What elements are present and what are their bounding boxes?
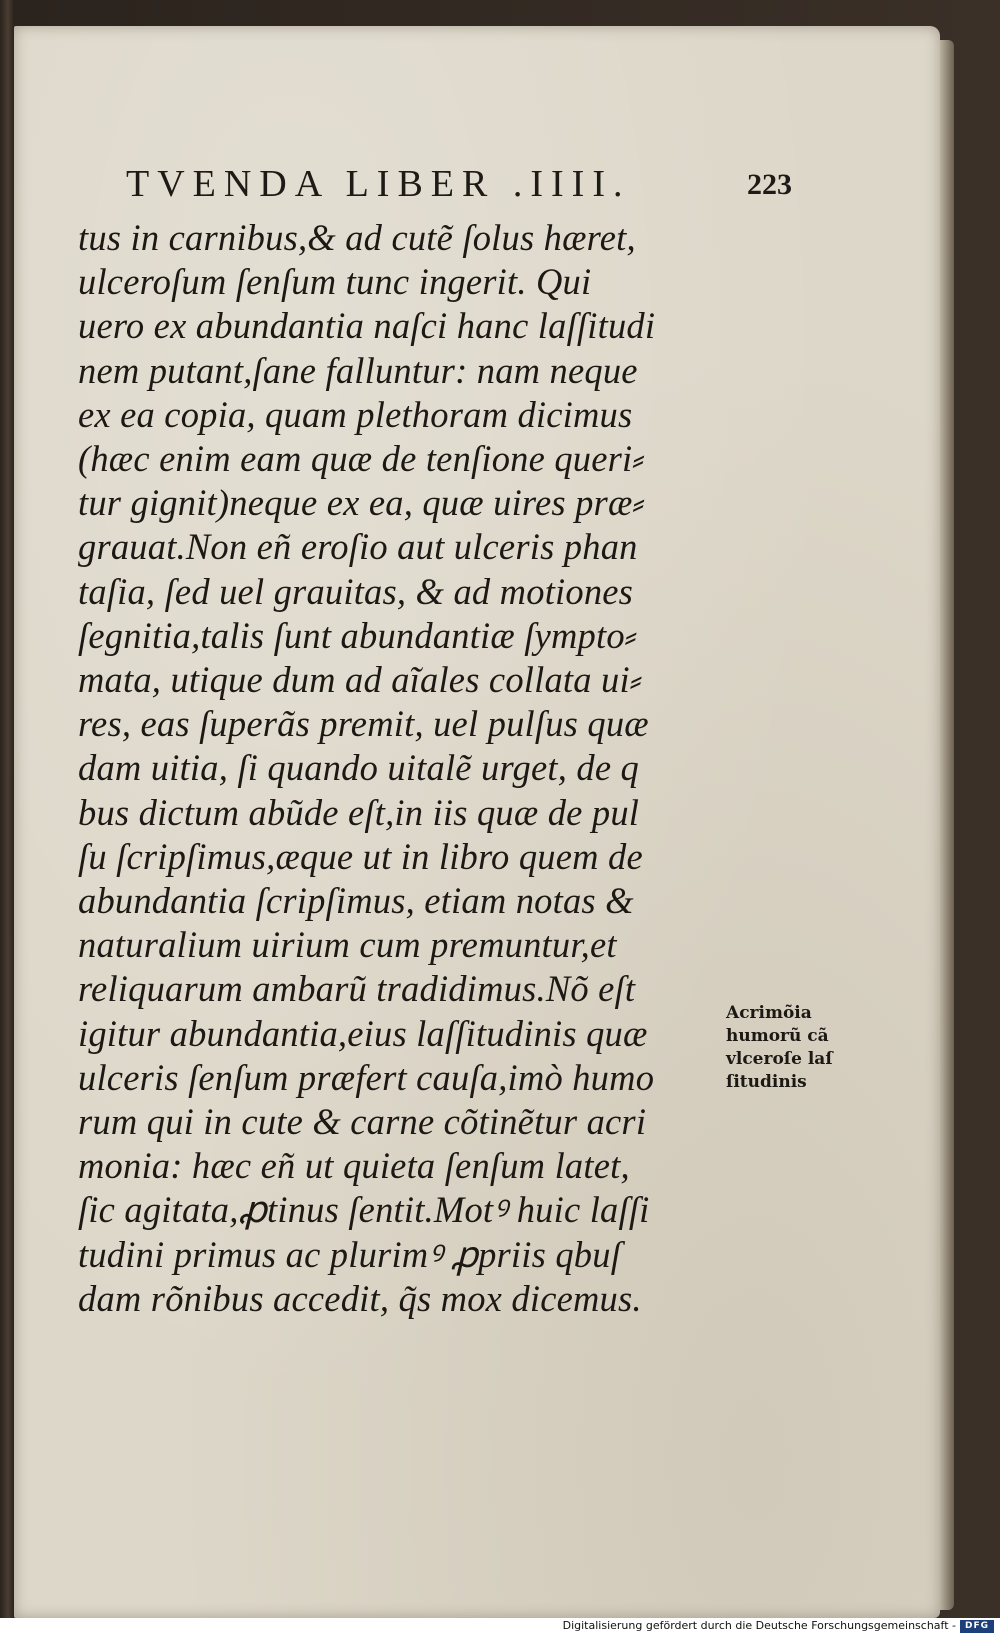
- dfg-logo: DFG: [960, 1620, 994, 1633]
- funding-credit: Digitalisierung gefördert durch die Deutsche Forschungsgemeinschaft -: [562, 1619, 956, 1632]
- text-line: uero ex abundantia naſci hanc laſſitudi: [78, 305, 656, 347]
- text-line: bus dictum abũde eſt,in iis quæ de pul: [78, 791, 640, 833]
- marginal-note-line: Acrimõia: [726, 1003, 812, 1023]
- body-text: [78, 216, 718, 1321]
- text-line: dam rõnibus accedit, q̃s mox dicemus.: [78, 1277, 642, 1319]
- text-line: abundantia ſcripſimus, etiam notas &: [78, 880, 634, 922]
- text-line: rum qui in cute & carne cõtinẽtur acri: [78, 1101, 647, 1143]
- text-line: tur gignit)neque ex ea, quæ uires præ⸗: [78, 482, 645, 524]
- marginal-note-line: humorũ cã: [726, 1026, 829, 1046]
- text-line: grauat.Non eñ eroſio aut ulceris phan: [78, 526, 638, 568]
- text-line: tudini primus ac plurimꝰ ꝓpriis qbuſ: [78, 1233, 622, 1275]
- text-line: ſegnitia,talis ſunt abundantiæ ſympto⸗: [78, 614, 638, 656]
- folio-number: 223: [747, 168, 792, 201]
- text-line: ſic agitata,ꝓtinus ſentit.Motꝰ huic laſſi: [78, 1189, 650, 1231]
- text-line: monia: hæc eñ ut quieta ſenſum latet,: [78, 1145, 630, 1187]
- footer-bar: [0, 1618, 1000, 1635]
- text-line: mata, utique dum ad aĩales collata ui⸗: [78, 659, 643, 701]
- text-line: igitur abundantia,eius laſſitudinis quæ: [78, 1012, 648, 1054]
- marginal-note-line: vlceroſe laſ: [726, 1049, 833, 1069]
- text-line: nem putant,ſane falluntur: nam neque: [78, 349, 638, 391]
- text-line: taſia, ſed uel grauitas, & ad motiones: [78, 570, 634, 612]
- text-line: res, eas ſuperãs premit, uel pulſus quæ: [78, 703, 649, 745]
- page-header: [126, 162, 792, 212]
- running-title: TVENDA LIBER .IIII.: [126, 163, 631, 205]
- book-page: [14, 26, 940, 1618]
- marginal-note-line: ſitudinis: [726, 1072, 807, 1092]
- text-line: naturalium uirium cum premuntur,et: [78, 924, 617, 966]
- text-line: ex ea copia, quam plethoram dicimus: [78, 393, 633, 435]
- marginal-note: [726, 1002, 861, 1094]
- text-line: ſu ſcripſimus,æque ut in libro quem de: [78, 835, 643, 877]
- text-line: ulceroſum ſenſum tunc ingerit. Qui: [78, 261, 592, 303]
- page-edge: [940, 40, 954, 1610]
- text-line: ulceris ſenſum præfert cauſa,imò humo: [78, 1056, 655, 1098]
- text-line: reliquarum ambarũ tradidimus.Nõ eſt: [78, 968, 636, 1010]
- text-line: tus in carnibus,& ad cutẽ ſolus hæret,: [78, 217, 636, 258]
- text-line: dam uitia, ſi quando uitalẽ urget, de q: [78, 747, 640, 789]
- text-line: (hæc enim eam quæ de tenſione queri⸗: [78, 438, 645, 480]
